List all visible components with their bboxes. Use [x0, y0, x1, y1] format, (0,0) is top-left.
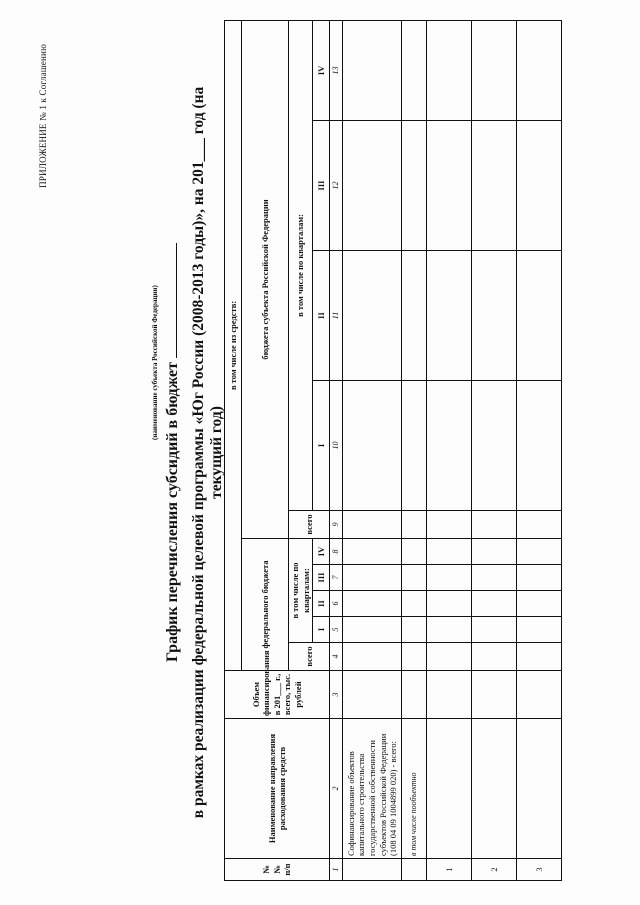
- appendix-label: ПРИЛОЖЕНИЕ № 1 к Соглашению: [38, 44, 48, 188]
- header-rq2: II: [313, 251, 330, 381]
- header-name: Наименование направления расходования средств: [225, 719, 330, 859]
- col-number: 6: [330, 591, 343, 617]
- header-rq4: IV: [313, 20, 330, 120]
- table-row: [427, 20, 472, 880]
- header-fq4: IV: [313, 539, 330, 565]
- row-number: 3: [517, 859, 562, 881]
- col-number: 4: [330, 643, 343, 671]
- header-regional-total: всего: [289, 511, 330, 539]
- header-federal-quarters: в том числе по кварталам:: [289, 539, 313, 643]
- main-row-label: Софинансирование объектов капитального строительства государственной собственности субъектов Российской Федерации (108 04 09 1004899 020) - всего:: [343, 719, 402, 859]
- col-number: 2: [330, 719, 343, 859]
- col-number: 12: [330, 121, 343, 251]
- sub-row-label: в том числе пообъектно: [402, 719, 427, 859]
- header-fq3: III: [313, 565, 330, 591]
- subject-note: (наименование субъекта Российской Федерации): [151, 285, 159, 440]
- column-number-row: [330, 20, 343, 880]
- col-number: 1: [330, 859, 343, 881]
- header-fq2: II: [313, 591, 330, 617]
- title-line-2: в рамках реализации федеральной целевой программы «Юг России (2008-2013 годы)», на 201___ год (на текущий год): [190, 86, 225, 819]
- header-regional: бюджета субъекта Российской Федерации: [242, 20, 289, 538]
- header-volume: Объем финансирования в 201___ г., всего, тыс. рублей: [225, 671, 330, 719]
- header-row-1: [225, 20, 242, 880]
- row-number: 1: [427, 859, 472, 881]
- subject-blank-line: [162, 243, 177, 358]
- title-line-1: [151, 60, 182, 845]
- table-row: [517, 20, 562, 880]
- header-federal-total: всего: [289, 643, 330, 671]
- col-number: 10: [330, 381, 343, 511]
- row-number: 2: [472, 859, 517, 881]
- col-number: 7: [330, 565, 343, 591]
- header-including: в том числе из средств:: [225, 20, 242, 670]
- header-federal: федерального бюджета: [242, 539, 289, 671]
- table-row: [472, 20, 517, 880]
- col-number: 3: [330, 671, 343, 719]
- subsidy-schedule-table: [224, 20, 562, 881]
- col-number: 13: [330, 20, 343, 120]
- header-rq1: I: [313, 381, 330, 511]
- header-fq1: I: [313, 617, 330, 643]
- col-number: 5: [330, 617, 343, 643]
- header-num: №№ п/п: [225, 859, 330, 881]
- header-rq3: III: [313, 121, 330, 251]
- title-text: График перечисления субсидий в бюджет: [164, 362, 181, 662]
- table-row: [343, 20, 402, 880]
- col-number: 9: [330, 511, 343, 539]
- header-regional-quarters: в том числе по кварталам:: [289, 20, 313, 510]
- col-number: 11: [330, 251, 343, 381]
- col-number: 8: [330, 539, 343, 565]
- table-row: [402, 20, 427, 880]
